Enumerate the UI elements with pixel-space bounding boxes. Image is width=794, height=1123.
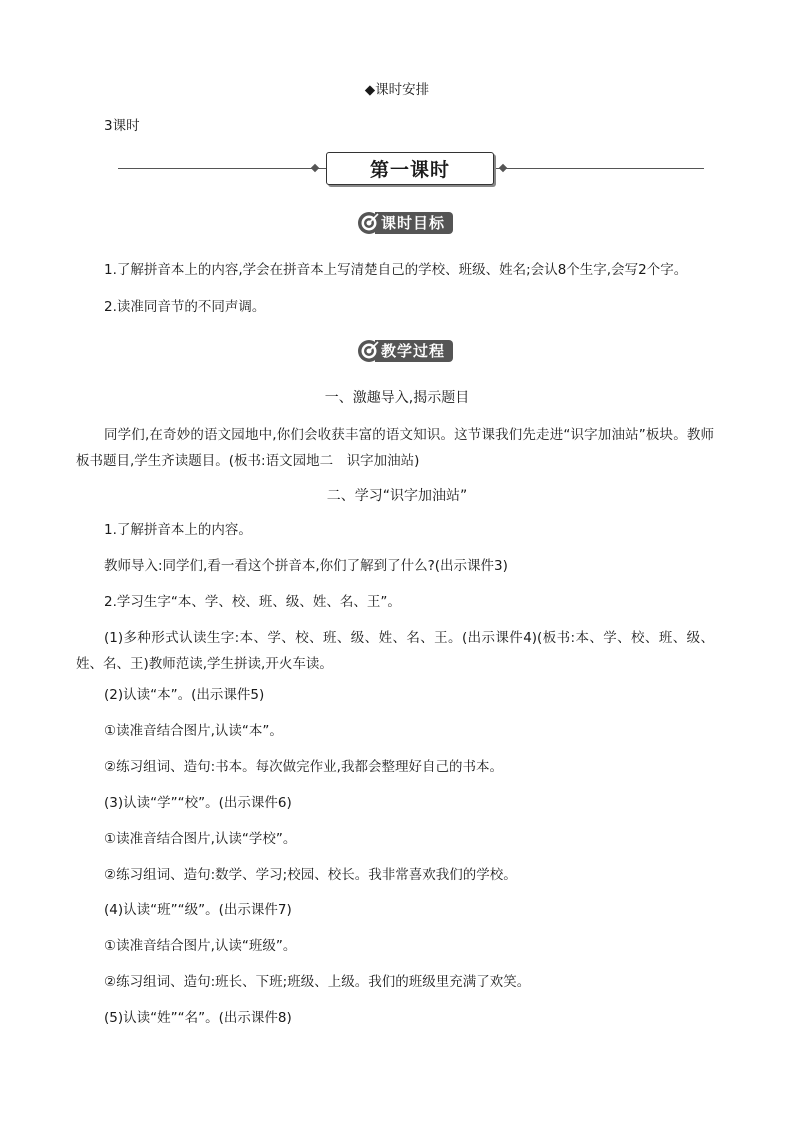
schedule-title: ◆课时安排	[364, 82, 430, 98]
list-item: ②练习组词、造句:书本。每次做完作业,我都会整理好自己的书本。	[104, 759, 503, 775]
list-item: ①读准音结合图片,认读“学校”。	[104, 831, 297, 847]
target-icon	[357, 339, 381, 363]
part2-heading: 二、学习“识字加油站”	[326, 488, 468, 504]
process-banner-label: 教学过程	[375, 340, 453, 362]
left-rule-diamond	[311, 164, 319, 172]
list-item: ②练习组词、造句:班长、下班;班级、上级。我们的班级里充满了欢笑。	[104, 974, 531, 990]
goals-banner-label: 课时目标	[375, 212, 453, 234]
step-line: 1.了解拼音本上的内容。	[104, 522, 252, 538]
step-line: 教师导入:同学们,看一看这个拼音本,你们了解到了什么?(出示课件3)	[104, 558, 508, 574]
part1-heading: 一、激趣导入,揭示题目	[324, 390, 470, 406]
list-item: ①读准音结合图片,认读“本”。	[104, 723, 283, 739]
list-item: (5)认读“姓”“名”。(出示课件8)	[104, 1010, 292, 1026]
right-rule-diamond	[499, 164, 507, 172]
goals-banner	[357, 211, 453, 235]
list-item: (2)认读“本”。(出示课件5)	[104, 687, 265, 703]
process-banner	[357, 339, 453, 363]
multi-read-paragraph: (1)多种形式认读生字:本、学、校、班、级、姓、名、王。(出示课件4)(板书:本、学、校、班、级、姓、名、王)教师范读,学生拼读,开火车读。	[76, 630, 714, 672]
step-line: 2.学习生字“本、学、校、班、级、姓、名、王”。	[104, 594, 401, 610]
part1-paragraph: 同学们,在奇妙的语文园地中,你们会收获丰富的语文知识。这节课我们先走进“识字加油站”板块。教师板书题目,学生齐读题目。(板书:语文园地二 识字加油站)	[76, 427, 714, 469]
list-item: (3)认读“学”“校”。(出示课件6)	[104, 795, 292, 811]
lesson-title: 第一课时	[326, 152, 494, 185]
list-item: (4)认读“班”“级”。(出示课件7)	[104, 902, 292, 918]
goal-item: 1.了解拼音本上的内容,学会在拼音本上写清楚自己的学校、班级、姓名;会认8个生字,会写2个字。	[104, 262, 688, 278]
target-icon	[357, 211, 381, 235]
left-rule	[118, 168, 326, 169]
right-rule	[494, 168, 704, 169]
goal-item: 2.读准同音节的不同声调。	[104, 299, 266, 315]
list-item: ①读准音结合图片,认读“班级”。	[104, 938, 297, 954]
lesson-hours: 3课时	[104, 118, 140, 134]
list-item: ②练习组词、造句:数学、学习;校园、校长。我非常喜欢我们的学校。	[104, 867, 517, 883]
